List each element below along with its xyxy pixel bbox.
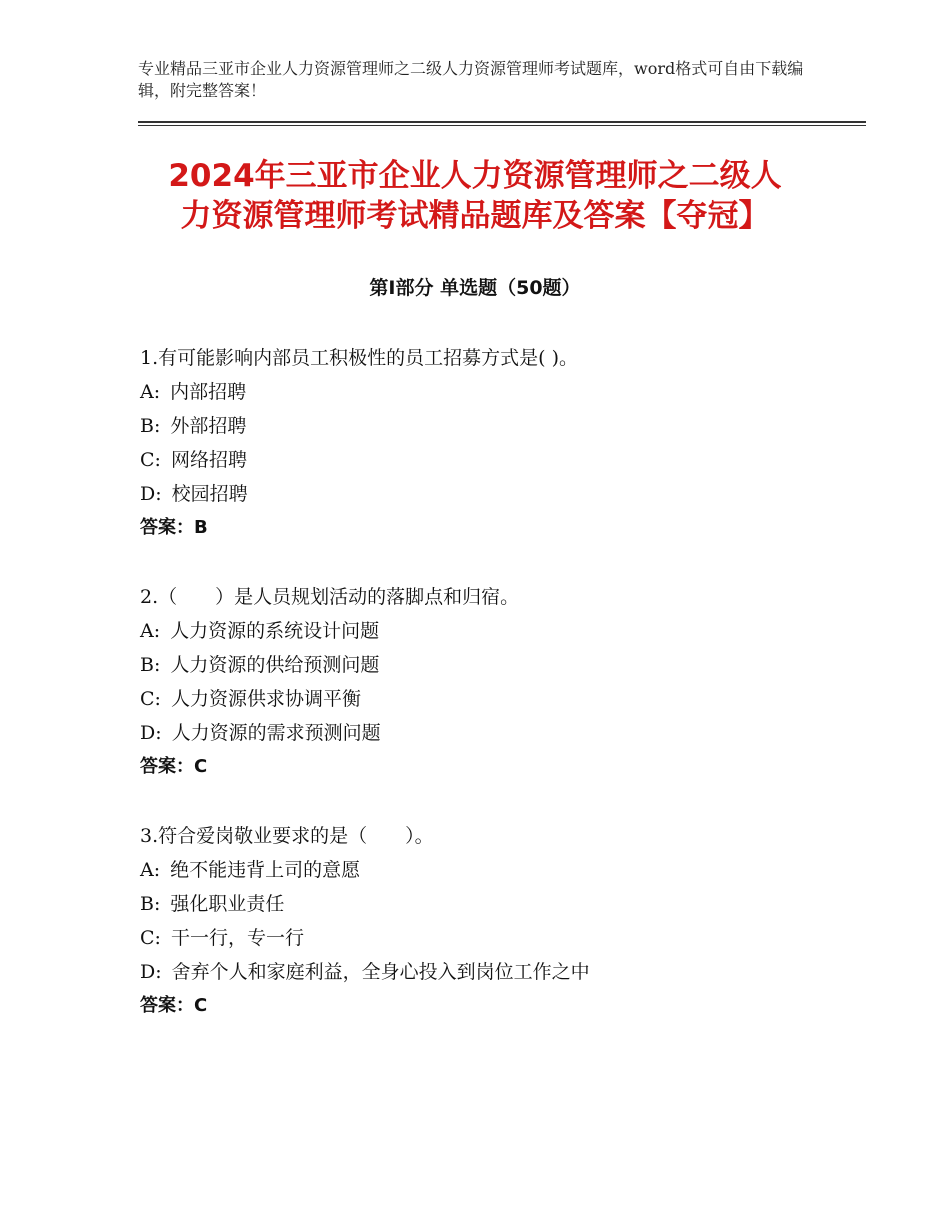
section-heading: 第Ⅰ部分 单选题（50题） [369,277,581,299]
option-text: 内部招聘 [170,381,247,403]
title-line-2: 力资源管理师考试精品题库及答案【夺冠】 [180,198,770,234]
option-text: 校园招聘 [171,483,248,505]
option-d [140,477,840,511]
answer-label: 答案： [140,517,194,538]
option-text: 人力资源供求协调平衡 [170,688,361,710]
option-text: 绝不能违背上司的意愿 [170,859,361,881]
question-stem: 2.（ ）是人员规划活动的落脚点和归宿。 [140,586,520,608]
option-a [140,375,840,409]
answer-value: C [194,756,208,777]
document-title [100,156,850,236]
answer-line [140,511,840,545]
header-rule-thick [138,121,866,123]
option-d [140,955,840,989]
option-letter: B: [140,415,161,437]
option-d [140,716,840,750]
option-c [140,682,840,716]
option-text: 网络招聘 [170,449,247,471]
option-letter: B: [140,893,161,915]
question-stem: 3.符合爱岗敬业要求的是（ ）。 [140,825,434,847]
option-letter: A: [140,859,161,881]
option-text: 外部招聘 [170,415,247,437]
option-letter: A: [140,620,161,642]
answer-value: B [194,517,208,538]
option-a [140,614,840,648]
option-a [140,853,840,887]
option-c [140,921,840,955]
option-letter: A: [140,381,161,403]
title-line-1: 2024年三亚市企业人力资源管理师之二级人 [168,158,782,194]
answer-value: C [194,995,208,1016]
option-letter: C: [140,688,161,710]
option-b [140,648,840,682]
option-b [140,887,840,921]
answer-label: 答案： [140,756,194,777]
answer-label: 答案： [140,995,194,1016]
option-b [140,409,840,443]
option-letter: D: [140,483,162,505]
option-letter: D: [140,722,162,744]
option-text: 舍弃个人和家庭利益，全身心投入到岗位工作之中 [171,961,590,983]
option-letter: B: [140,654,161,676]
option-c [140,443,840,477]
answer-line [140,750,840,784]
question-2 [140,580,840,784]
question-3 [140,819,840,1023]
option-text: 人力资源的系统设计问题 [170,620,380,642]
option-letter: D: [140,961,162,983]
question-1 [140,341,840,545]
option-text: 人力资源的需求预测问题 [171,722,381,744]
option-text: 强化职业责任 [170,893,285,915]
option-text: 干一行，专一行 [170,927,304,949]
answer-line [140,989,840,1023]
option-letter: C: [140,927,161,949]
option-letter: C: [140,449,161,471]
question-stem: 1.有可能影响内部员工积极性的员工招募方式是( )。 [140,347,578,369]
header-rule-thin [138,125,866,126]
option-text: 人力资源的供给预测问题 [170,654,380,676]
header-note: 专业精品三亚市企业人力资源管理师之二级人力资源管理师考试题库，word格式可自由下载编辑，附完整答案！ [138,59,804,100]
